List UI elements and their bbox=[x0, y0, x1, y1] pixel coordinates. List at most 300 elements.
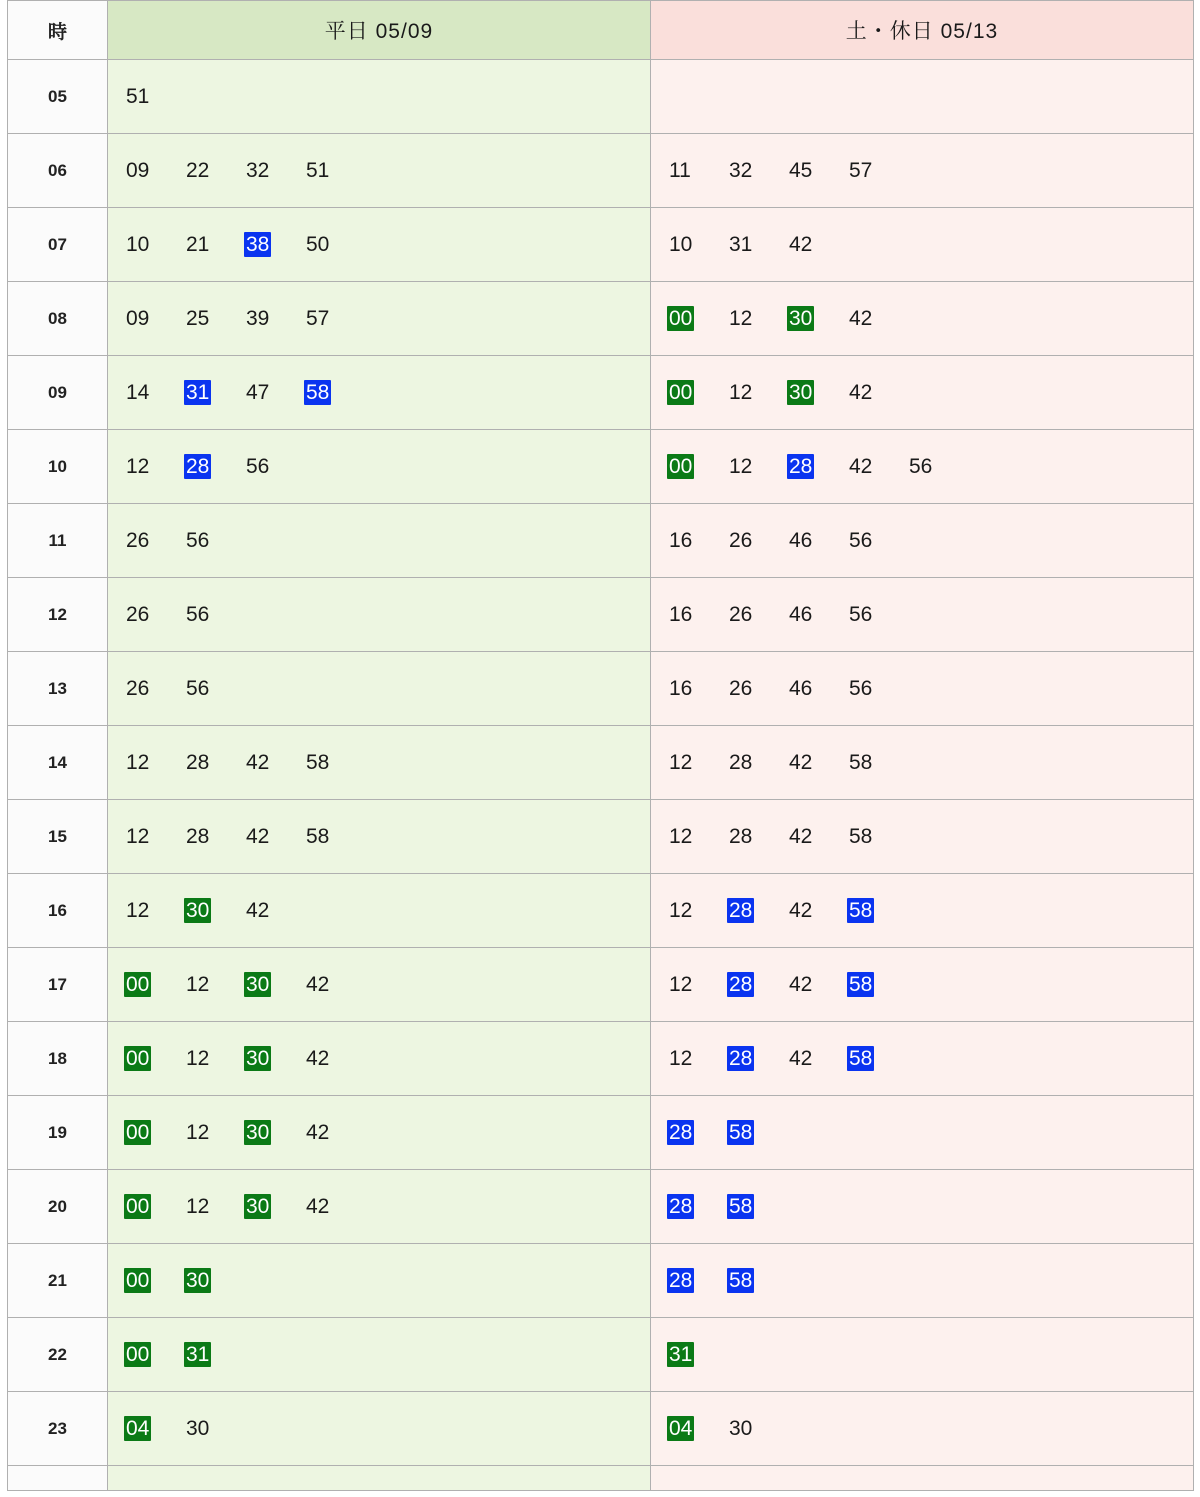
departure-minute-text: 12 bbox=[669, 898, 693, 922]
departure-minute-text: 30 bbox=[186, 1416, 210, 1440]
hour-label: 13 bbox=[8, 652, 108, 726]
departure-minute-text: 30 bbox=[246, 1120, 270, 1144]
departure-minute-text: 00 bbox=[126, 1120, 150, 1144]
departure-minute[interactable] bbox=[787, 231, 847, 259]
departure-minute-text: 28 bbox=[729, 898, 753, 922]
departure-minute[interactable] bbox=[847, 823, 907, 851]
departure-minute-text: 30 bbox=[789, 306, 813, 330]
departure-minute-text: 16 bbox=[669, 602, 693, 626]
departure-minute[interactable] bbox=[184, 379, 244, 407]
departure-minute[interactable] bbox=[184, 1267, 244, 1295]
departure-minute[interactable] bbox=[124, 897, 184, 925]
departure-minute-text: 57 bbox=[849, 158, 873, 182]
departure-minute-text: 10 bbox=[126, 232, 150, 256]
departure-minute-text: 58 bbox=[306, 380, 330, 404]
departure-minute-text: 26 bbox=[729, 676, 753, 700]
departure-minute[interactable] bbox=[124, 157, 184, 185]
departure-minute-text: 11 bbox=[669, 158, 691, 182]
timetable-row bbox=[8, 652, 1194, 726]
departure-minute-text: 28 bbox=[186, 454, 210, 478]
hour-label: 08 bbox=[8, 282, 108, 356]
departure-minute[interactable] bbox=[847, 897, 907, 925]
departure-minute-text: 42 bbox=[789, 824, 813, 848]
weekday-departures bbox=[108, 800, 651, 874]
departure-minute[interactable] bbox=[124, 1341, 184, 1369]
departure-minute[interactable] bbox=[847, 379, 907, 407]
departure-minute-text: 28 bbox=[729, 750, 753, 774]
departure-minute[interactable] bbox=[787, 971, 847, 999]
hour-label: 11 bbox=[8, 504, 108, 578]
departure-minute[interactable] bbox=[847, 527, 907, 555]
departure-minute-text: 31 bbox=[729, 232, 753, 256]
departure-minute-text: 46 bbox=[789, 602, 813, 626]
departure-minute-text: 04 bbox=[126, 1416, 150, 1440]
departure-minute[interactable] bbox=[184, 823, 244, 851]
departure-minute[interactable] bbox=[667, 1045, 727, 1073]
header-row bbox=[8, 1, 1194, 60]
departure-minute[interactable] bbox=[667, 675, 727, 703]
departure-minute[interactable] bbox=[727, 379, 787, 407]
departure-minute-text: 00 bbox=[126, 1046, 150, 1070]
departure-minute-text: 30 bbox=[789, 380, 813, 404]
departure-minute[interactable] bbox=[184, 675, 244, 703]
departure-minute[interactable] bbox=[304, 231, 364, 259]
departure-minute-text: 28 bbox=[729, 972, 753, 996]
departure-minute[interactable] bbox=[184, 749, 244, 777]
weekday-departures bbox=[108, 1318, 651, 1392]
departure-minute[interactable] bbox=[244, 897, 304, 925]
departure-minute-text: 31 bbox=[186, 1342, 210, 1366]
holiday-departures bbox=[651, 578, 1194, 652]
departure-minute[interactable] bbox=[727, 305, 787, 333]
departure-minute[interactable] bbox=[244, 1193, 304, 1221]
departure-minute[interactable] bbox=[727, 675, 787, 703]
departure-minute[interactable] bbox=[667, 971, 727, 999]
departure-minute-text: 16 bbox=[669, 676, 693, 700]
departure-minute-text: 58 bbox=[849, 972, 873, 996]
departure-minute[interactable] bbox=[847, 971, 907, 999]
timetable-row bbox=[8, 282, 1194, 356]
hour-label: 07 bbox=[8, 208, 108, 282]
timetable-row bbox=[8, 1170, 1194, 1244]
departure-minute[interactable] bbox=[667, 1119, 727, 1147]
departure-minute[interactable] bbox=[727, 823, 787, 851]
departure-minute-text: 42 bbox=[789, 750, 813, 774]
departure-minute-text: 30 bbox=[186, 1268, 210, 1292]
departure-minute[interactable] bbox=[667, 157, 727, 185]
departure-minute-text: 58 bbox=[729, 1194, 753, 1218]
departure-minute[interactable] bbox=[124, 83, 184, 111]
departure-minute-text: 45 bbox=[789, 158, 813, 182]
departure-list bbox=[108, 875, 650, 946]
departure-minute-text: 32 bbox=[729, 158, 753, 182]
departure-minute-text: 26 bbox=[126, 528, 150, 552]
holiday-departures bbox=[651, 1170, 1194, 1244]
departure-minute-text: 22 bbox=[186, 158, 210, 182]
departure-list bbox=[108, 1171, 650, 1242]
departure-list bbox=[651, 1467, 1193, 1489]
timetable bbox=[7, 0, 1194, 1491]
hour-label: 06 bbox=[8, 134, 108, 208]
hour-label: 17 bbox=[8, 948, 108, 1022]
departure-minute[interactable] bbox=[727, 749, 787, 777]
departure-minute[interactable] bbox=[787, 379, 847, 407]
departure-minute[interactable] bbox=[184, 157, 244, 185]
departure-minute[interactable] bbox=[667, 379, 727, 407]
departure-list bbox=[108, 209, 650, 280]
weekday-departures bbox=[108, 134, 651, 208]
departure-minute-text: 12 bbox=[186, 972, 210, 996]
weekday-column-header: 平日 05/09 bbox=[108, 1, 651, 60]
departure-list bbox=[651, 1023, 1193, 1094]
departure-minute-text: 28 bbox=[669, 1120, 693, 1144]
departure-minute-text: 56 bbox=[186, 676, 210, 700]
departure-minute[interactable] bbox=[727, 1193, 787, 1221]
departure-minute[interactable] bbox=[184, 1193, 244, 1221]
departure-minute-text: 56 bbox=[909, 454, 933, 478]
departure-minute-text: 00 bbox=[669, 306, 693, 330]
timetable-row bbox=[8, 504, 1194, 578]
departure-minute[interactable] bbox=[184, 453, 244, 481]
departure-minute[interactable] bbox=[847, 749, 907, 777]
departure-minute[interactable] bbox=[124, 971, 184, 999]
departure-minute[interactable] bbox=[727, 1045, 787, 1073]
departure-list bbox=[651, 1319, 1193, 1390]
departure-minute-text: 12 bbox=[126, 824, 150, 848]
departure-minute[interactable] bbox=[727, 157, 787, 185]
departure-minute[interactable] bbox=[667, 1341, 727, 1369]
weekday-departures bbox=[108, 504, 651, 578]
departure-minute[interactable] bbox=[244, 1119, 304, 1147]
departure-minute[interactable] bbox=[304, 1119, 364, 1147]
departure-minute-text: 42 bbox=[789, 898, 813, 922]
departure-minute-text: 42 bbox=[306, 1046, 330, 1070]
holiday-departures bbox=[651, 430, 1194, 504]
departure-minute[interactable] bbox=[124, 1045, 184, 1073]
departure-list bbox=[108, 357, 650, 428]
departure-minute[interactable] bbox=[184, 527, 244, 555]
weekday-departures bbox=[108, 1096, 651, 1170]
departure-list bbox=[651, 135, 1193, 206]
departure-minute[interactable] bbox=[304, 157, 364, 185]
departure-minute[interactable] bbox=[787, 1045, 847, 1073]
departure-minute[interactable] bbox=[124, 823, 184, 851]
departure-minute-text: 42 bbox=[849, 380, 873, 404]
timetable-body bbox=[8, 60, 1194, 1491]
holiday-departures bbox=[651, 652, 1194, 726]
departure-minute[interactable] bbox=[727, 527, 787, 555]
departure-minute[interactable] bbox=[727, 971, 787, 999]
departure-minute[interactable] bbox=[667, 1415, 727, 1443]
departure-minute-text: 42 bbox=[789, 1046, 813, 1070]
departure-list bbox=[108, 1097, 650, 1168]
departure-list bbox=[108, 283, 650, 354]
departure-list bbox=[651, 61, 1193, 132]
departure-minute-text: 57 bbox=[306, 306, 330, 330]
weekday-departures bbox=[108, 1244, 651, 1318]
departure-list bbox=[651, 1171, 1193, 1242]
departure-list bbox=[108, 1023, 650, 1094]
departure-minute[interactable] bbox=[667, 823, 727, 851]
departure-minute[interactable] bbox=[304, 379, 364, 407]
departure-minute[interactable] bbox=[304, 749, 364, 777]
departure-list bbox=[651, 357, 1193, 428]
timetable-row bbox=[8, 948, 1194, 1022]
hour-label: 12 bbox=[8, 578, 108, 652]
weekday-departures bbox=[108, 356, 651, 430]
departure-minute[interactable] bbox=[244, 305, 304, 333]
departure-minute[interactable] bbox=[787, 897, 847, 925]
departure-minute[interactable] bbox=[124, 675, 184, 703]
departure-minute-text: 46 bbox=[789, 528, 813, 552]
departure-list bbox=[651, 209, 1193, 280]
departure-minute[interactable] bbox=[124, 305, 184, 333]
holiday-departures bbox=[651, 1392, 1194, 1466]
departure-minute-text: 58 bbox=[729, 1268, 753, 1292]
departure-minute[interactable] bbox=[847, 601, 907, 629]
departure-minute[interactable] bbox=[787, 527, 847, 555]
departure-minute[interactable] bbox=[667, 1193, 727, 1221]
weekday-departures bbox=[108, 1466, 651, 1491]
timetable-row bbox=[8, 134, 1194, 208]
departure-list bbox=[108, 61, 650, 132]
departure-minute[interactable] bbox=[727, 601, 787, 629]
departure-minute[interactable] bbox=[667, 527, 727, 555]
departure-minute-text: 10 bbox=[669, 232, 693, 256]
departure-minute-text: 47 bbox=[246, 380, 270, 404]
departure-minute[interactable] bbox=[184, 1045, 244, 1073]
departure-minute-text: 12 bbox=[729, 380, 753, 404]
departure-list bbox=[651, 579, 1193, 650]
departure-minute[interactable] bbox=[727, 1119, 787, 1147]
departure-minute[interactable] bbox=[847, 675, 907, 703]
departure-minute[interactable] bbox=[667, 897, 727, 925]
weekday-departures bbox=[108, 874, 651, 948]
hour-label: 21 bbox=[8, 1244, 108, 1318]
departure-minute-text: 12 bbox=[669, 750, 693, 774]
departure-minute-text: 42 bbox=[306, 1120, 330, 1144]
weekday-departures bbox=[108, 430, 651, 504]
departure-minute[interactable] bbox=[124, 1415, 184, 1443]
departure-minute[interactable] bbox=[727, 231, 787, 259]
departure-list bbox=[651, 653, 1193, 724]
departure-minute-text: 56 bbox=[246, 454, 270, 478]
departure-minute[interactable] bbox=[124, 231, 184, 259]
departure-minute[interactable] bbox=[244, 453, 304, 481]
departure-minute[interactable] bbox=[244, 749, 304, 777]
departure-minute-text: 42 bbox=[246, 750, 270, 774]
holiday-departures bbox=[651, 1466, 1194, 1491]
departure-minute[interactable] bbox=[184, 231, 244, 259]
departure-minute-text: 30 bbox=[186, 898, 210, 922]
departure-minute[interactable] bbox=[124, 453, 184, 481]
departure-minute[interactable] bbox=[667, 231, 727, 259]
departure-minute-text: 12 bbox=[126, 898, 150, 922]
weekday-departures bbox=[108, 578, 651, 652]
timetable-row bbox=[8, 430, 1194, 504]
departure-minute-text: 58 bbox=[849, 750, 873, 774]
departure-minute-text: 09 bbox=[126, 306, 150, 330]
timetable-row bbox=[8, 1466, 1194, 1491]
departure-minute[interactable] bbox=[667, 305, 727, 333]
hour-label bbox=[8, 1466, 108, 1491]
departure-minute-text: 28 bbox=[186, 750, 210, 774]
departure-minute[interactable] bbox=[787, 675, 847, 703]
weekday-departures bbox=[108, 60, 651, 134]
departure-minute-text: 42 bbox=[246, 824, 270, 848]
holiday-departures bbox=[651, 356, 1194, 430]
departure-list bbox=[108, 1467, 650, 1489]
timetable-row bbox=[8, 726, 1194, 800]
departure-minute-text: 42 bbox=[306, 972, 330, 996]
departure-minute-text: 28 bbox=[729, 1046, 753, 1070]
departure-minute[interactable] bbox=[727, 897, 787, 925]
departure-minute-text: 12 bbox=[186, 1194, 210, 1218]
departure-minute-text: 58 bbox=[306, 750, 330, 774]
departure-minute-text: 12 bbox=[669, 824, 693, 848]
departure-minute-text: 42 bbox=[246, 898, 270, 922]
departure-minute[interactable] bbox=[304, 971, 364, 999]
departure-minute[interactable] bbox=[304, 1193, 364, 1221]
departure-list bbox=[108, 801, 650, 872]
departure-list bbox=[651, 1245, 1193, 1316]
holiday-departures bbox=[651, 504, 1194, 578]
departure-minute[interactable] bbox=[184, 601, 244, 629]
departure-minute[interactable] bbox=[184, 1119, 244, 1147]
departure-minute[interactable] bbox=[727, 1267, 787, 1295]
departure-minute-text: 42 bbox=[789, 232, 813, 256]
departure-list bbox=[651, 875, 1193, 946]
departure-list bbox=[651, 431, 1193, 502]
departure-minute[interactable] bbox=[184, 971, 244, 999]
weekday-departures bbox=[108, 1022, 651, 1096]
timetable-row bbox=[8, 1096, 1194, 1170]
timetable-row bbox=[8, 800, 1194, 874]
departure-minute[interactable] bbox=[847, 453, 907, 481]
departure-minute[interactable] bbox=[787, 601, 847, 629]
departure-minute-text: 12 bbox=[729, 454, 753, 478]
departure-minute[interactable] bbox=[667, 1267, 727, 1295]
departure-minute[interactable] bbox=[787, 823, 847, 851]
departure-minute[interactable] bbox=[787, 305, 847, 333]
weekday-departures bbox=[108, 652, 651, 726]
departure-minute[interactable] bbox=[727, 453, 787, 481]
departure-minute[interactable] bbox=[244, 971, 304, 999]
departure-minute-text: 28 bbox=[669, 1194, 693, 1218]
departure-minute-text: 30 bbox=[729, 1416, 753, 1440]
departure-minute[interactable] bbox=[847, 305, 907, 333]
departure-minute[interactable] bbox=[244, 379, 304, 407]
departure-minute[interactable] bbox=[667, 749, 727, 777]
departure-minute[interactable] bbox=[124, 749, 184, 777]
departure-list bbox=[108, 1245, 650, 1316]
departure-minute-text: 28 bbox=[669, 1268, 693, 1292]
departure-minute-text: 50 bbox=[306, 232, 330, 256]
departure-minute-text: 46 bbox=[789, 676, 813, 700]
departure-minute[interactable] bbox=[124, 527, 184, 555]
departure-minute[interactable] bbox=[304, 305, 364, 333]
holiday-departures bbox=[651, 726, 1194, 800]
departure-minute-text: 51 bbox=[306, 158, 330, 182]
departure-minute-text: 28 bbox=[729, 824, 753, 848]
timetable-row bbox=[8, 1244, 1194, 1318]
holiday-departures bbox=[651, 948, 1194, 1022]
departure-minute-text: 58 bbox=[849, 1046, 873, 1070]
departure-minute-text: 58 bbox=[849, 824, 873, 848]
departure-minute[interactable] bbox=[727, 1415, 787, 1443]
timetable-row bbox=[8, 1392, 1194, 1466]
departure-minute-text: 14 bbox=[126, 380, 150, 404]
departure-minute[interactable] bbox=[304, 1045, 364, 1073]
departure-minute-text: 39 bbox=[246, 306, 270, 330]
departure-minute[interactable] bbox=[184, 305, 244, 333]
departure-minute[interactable] bbox=[124, 1119, 184, 1147]
timetable-row bbox=[8, 208, 1194, 282]
weekday-departures bbox=[108, 1392, 651, 1466]
departure-minute[interactable] bbox=[304, 823, 364, 851]
departure-list bbox=[108, 135, 650, 206]
weekday-departures bbox=[108, 948, 651, 1022]
departure-minute[interactable] bbox=[244, 231, 304, 259]
departure-minute-text: 28 bbox=[186, 824, 210, 848]
timetable-header bbox=[8, 1, 1194, 60]
departure-list bbox=[108, 431, 650, 502]
departure-minute[interactable] bbox=[787, 157, 847, 185]
departure-minute[interactable] bbox=[847, 1045, 907, 1073]
departure-minute[interactable] bbox=[124, 601, 184, 629]
departure-minute-text: 28 bbox=[789, 454, 813, 478]
departure-minute[interactable] bbox=[124, 1193, 184, 1221]
departure-minute[interactable] bbox=[787, 749, 847, 777]
departure-list bbox=[108, 505, 650, 576]
departure-minute-text: 58 bbox=[729, 1120, 753, 1144]
departure-minute[interactable] bbox=[244, 157, 304, 185]
departure-list bbox=[651, 1393, 1193, 1464]
departure-minute[interactable] bbox=[184, 897, 244, 925]
departure-minute[interactable] bbox=[244, 1045, 304, 1073]
timetable-row bbox=[8, 874, 1194, 948]
holiday-departures bbox=[651, 800, 1194, 874]
departure-minute[interactable] bbox=[184, 1341, 244, 1369]
departure-list bbox=[108, 1393, 650, 1464]
departure-minute-text: 30 bbox=[246, 1194, 270, 1218]
departure-minute[interactable] bbox=[184, 1415, 244, 1443]
holiday-departures bbox=[651, 282, 1194, 356]
departure-minute[interactable] bbox=[907, 453, 967, 481]
departure-minute-text: 42 bbox=[306, 1194, 330, 1218]
departure-minute-text: 51 bbox=[126, 84, 150, 108]
holiday-departures bbox=[651, 134, 1194, 208]
departure-minute-text: 21 bbox=[186, 232, 210, 256]
departure-minute[interactable] bbox=[667, 453, 727, 481]
departure-minute[interactable] bbox=[124, 1267, 184, 1295]
departure-minute-text: 38 bbox=[246, 232, 270, 256]
holiday-departures bbox=[651, 1096, 1194, 1170]
departure-minute[interactable] bbox=[244, 823, 304, 851]
departure-minute-text: 42 bbox=[849, 306, 873, 330]
hour-label: 15 bbox=[8, 800, 108, 874]
departure-minute[interactable] bbox=[667, 601, 727, 629]
departure-minute-text: 32 bbox=[246, 158, 270, 182]
departure-minute-text: 56 bbox=[849, 676, 873, 700]
departure-minute[interactable] bbox=[847, 157, 907, 185]
departure-minute[interactable] bbox=[787, 453, 847, 481]
departure-minute[interactable] bbox=[124, 379, 184, 407]
departure-list bbox=[108, 1319, 650, 1390]
departure-list bbox=[651, 949, 1193, 1020]
timetable-row bbox=[8, 60, 1194, 134]
departure-minute-text: 26 bbox=[126, 602, 150, 626]
